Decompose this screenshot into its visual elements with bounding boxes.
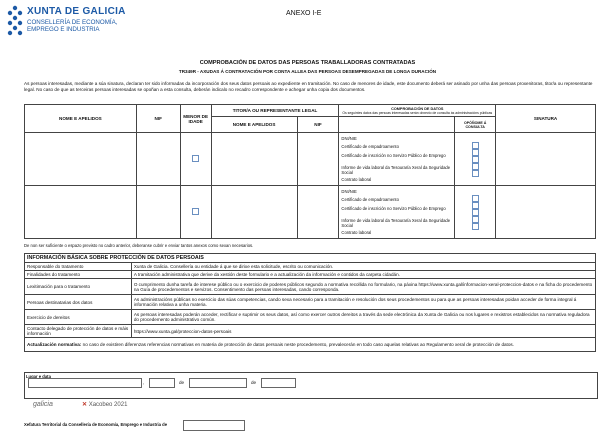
col-nif-header: NIF [136,105,180,133]
privacy-label: Finalidades do tratamento [25,271,132,279]
privacy-table [24,253,596,352]
privacy-update: Actualización normativa: no caso de existiren diferenzas referencias normativas en materia de protección de datos persoais neste procedemento, prevalecerán en todo caso aquelas relativas ao Regulamento xeral de protección de datos. [25,338,596,352]
privacy-label: Contacto delegado de protección de datos e máis información [25,325,132,338]
territorial-office-field[interactable] [183,420,245,431]
annex-label: ANEXO I-E [286,10,322,17]
privacy-text: https://www.xunta.gal/proteccion-datos-persoais [131,325,595,338]
oppose-checkbox[interactable] [472,223,479,230]
minor-checkbox[interactable] [192,155,199,162]
name-cell[interactable] [25,133,137,186]
oppose-checkbox[interactable] [472,202,479,209]
month-field[interactable] [189,378,247,388]
place-date-label: Lugar e data [26,374,51,379]
col-name-header: NOME E APELIDOS [25,105,137,133]
year-field[interactable] [261,378,296,388]
signature-cell[interactable] [496,186,596,239]
col-guardian-nif-header: NIF [297,117,339,133]
privacy-text: As administracións públicas no exercicio das súas competencias, cando sexa necesario para a tramitación e resolución dos seus procedementos ou para que as persoas interesadas poidan acceder de forma integral á información relativa a unha materia. [131,295,595,310]
guardian-nif-cell[interactable] [297,186,339,239]
check-dni: DNI/NIE [341,188,357,194]
place-field[interactable] [28,378,145,388]
privacy-text: As persoas interesadas poderán acceder, rectificar e suprimir os seus datos, así como exercer outros dereitos a través da sede electrónica da Xunta de Galicia ou nos lugares e rexistros establecidos na normativa reguladora do procedemento administrativo común. [131,310,595,325]
nif-cell[interactable] [136,133,180,186]
oppose-checkbox[interactable] [472,216,479,223]
privacy-text: O cumprimento dunha tarefa de interese público ou o exercicio de poderes públicos segundo a normativa recollida no formulario, na páxina https://www.xunta.gal/informacion-xeral-proteccion-datos e na ficha do procedemento na Guía de procedementos e servizos. Consentimento das persoas interesadas, cando corresponda. [131,279,595,295]
de-label-1: de [179,380,185,385]
signature-cell[interactable] [496,133,596,186]
col-guardian-name-header: NOME E APELIDOS [211,117,297,133]
check-census: Certificado de empadroamento [341,144,399,149]
check-work-history: Informe de vida laboral da Tesouraría Xeral da Seguridade Social [341,217,451,228]
privacy-label: Lexitimación para o tratamento [25,279,132,295]
col-oppose-header: OPÓÑOME Á CONSULTA [455,117,496,133]
org-name: XUNTA DE GALICIA [27,6,126,17]
privacy-label: Persoas destinatarias dos datos [25,295,132,310]
interested-persons-table [24,104,596,239]
col-check-header: COMPROBACIÓN DE DATOS Os seguintes datos das persoas interesadas serán obxecto de consulta ás administracións públicas [339,105,496,117]
oppose-checkbox[interactable] [472,170,479,177]
oppose-checkbox[interactable] [472,163,479,170]
de-label-2: de [251,380,257,385]
space-note: De non ser suficiente o espazo previsto no cadro anterior, deberanse cubrir e enviar tantos anexos como sexan necesarios. [24,243,254,248]
guardian-name-cell[interactable] [211,186,297,239]
document-title: COMPROBACIÓN DE DATOS DAS PERSOAS TRABALLADORAS CONTRATADAS [199,60,416,66]
oppose-checkbox[interactable] [472,195,479,202]
galicia-logo: galicia [33,401,53,408]
guardian-name-cell[interactable] [211,133,297,186]
col-guardian-header: TITOR/A OU REPRESENTANTE LEGAL [211,105,339,117]
intro-text: As persoas interesadas, mediante a súa sinatura, declaran ter sido informadas da incorporación dos seus datos persoais ao expediente en tramitación. No caso de menores de idade, este documento deberá ser asinado por unha das persoas proxenitoras, titor/a ou representante legal. No caso de que as terceiras persoas interesadas se opoñan a esta consulta, deberán indicalo no recadro correspondente e achegar unha copia dos documentos. [24,81,593,92]
minor-checkbox[interactable] [192,208,199,215]
check-contract: Contrato laboral [341,176,372,182]
col-minor-header: MENOR DE IDADE [180,105,211,133]
table-row [25,133,596,186]
privacy-heading: INFORMACIÓN BÁSICA SOBRE PROTECCIÓN DE DATOS PERSOAIS [25,254,596,263]
check-census: Certificado de empadroamento [341,197,399,202]
check-employment: Certificado de inscrición no Servizo Público de Emprego [341,205,446,211]
guardian-nif-cell[interactable] [297,133,339,186]
oppose-checkbox[interactable] [472,156,479,163]
org-department: CONSELLERÍA DE ECONOMÍA, EMPREGO E INDUSTRIA [27,19,118,33]
territorial-office-label: Xefatura Territorial da Consellería de Economía, Emprego e Industria de [24,422,168,427]
col-signature-header: SINATURA [496,105,596,133]
name-cell[interactable] [25,186,137,239]
nif-cell[interactable] [136,186,180,239]
privacy-label: Exercicio de dereitos [25,310,132,325]
privacy-text: A tramitación administrativa que derive da xestión deste formulario e a actualización da información e contidos da carpeta cidadán. [131,271,595,279]
check-employment: Certificado de inscrición no Servizo Público de Emprego [341,152,446,158]
oppose-checkbox[interactable] [472,209,479,216]
privacy-text: Xunta de Galicia. Consellería ou entidade á que se dirixe esta solicitude, escrito ou comunicación. [131,263,595,271]
check-work-history: Informe de vida laboral da Tesouraría Xeral da Seguridade Social [341,164,451,175]
xacobeo-logo: ✕ Xacobeo 2021 [82,402,128,408]
oppose-checkbox[interactable] [472,149,479,156]
check-contract: Contrato laboral [341,229,372,235]
check-dni: DNI/NIE [341,135,357,141]
document-subtitle: TR349R - AXUDAS Á CONTRATACIÓN POR CONTA ALLEA DAS PERSOAS DESEMPREGADAS DE LONGA DURACIÓN [178,69,437,74]
xacobeo-icon: ✕ [82,402,88,408]
table-row [25,186,596,239]
privacy-label: Responsable do tratamento [25,263,132,271]
day-field[interactable] [149,378,175,388]
comma-separator: , [143,380,145,385]
xunta-logo-icon [6,5,24,39]
oppose-checkbox[interactable] [472,142,479,149]
